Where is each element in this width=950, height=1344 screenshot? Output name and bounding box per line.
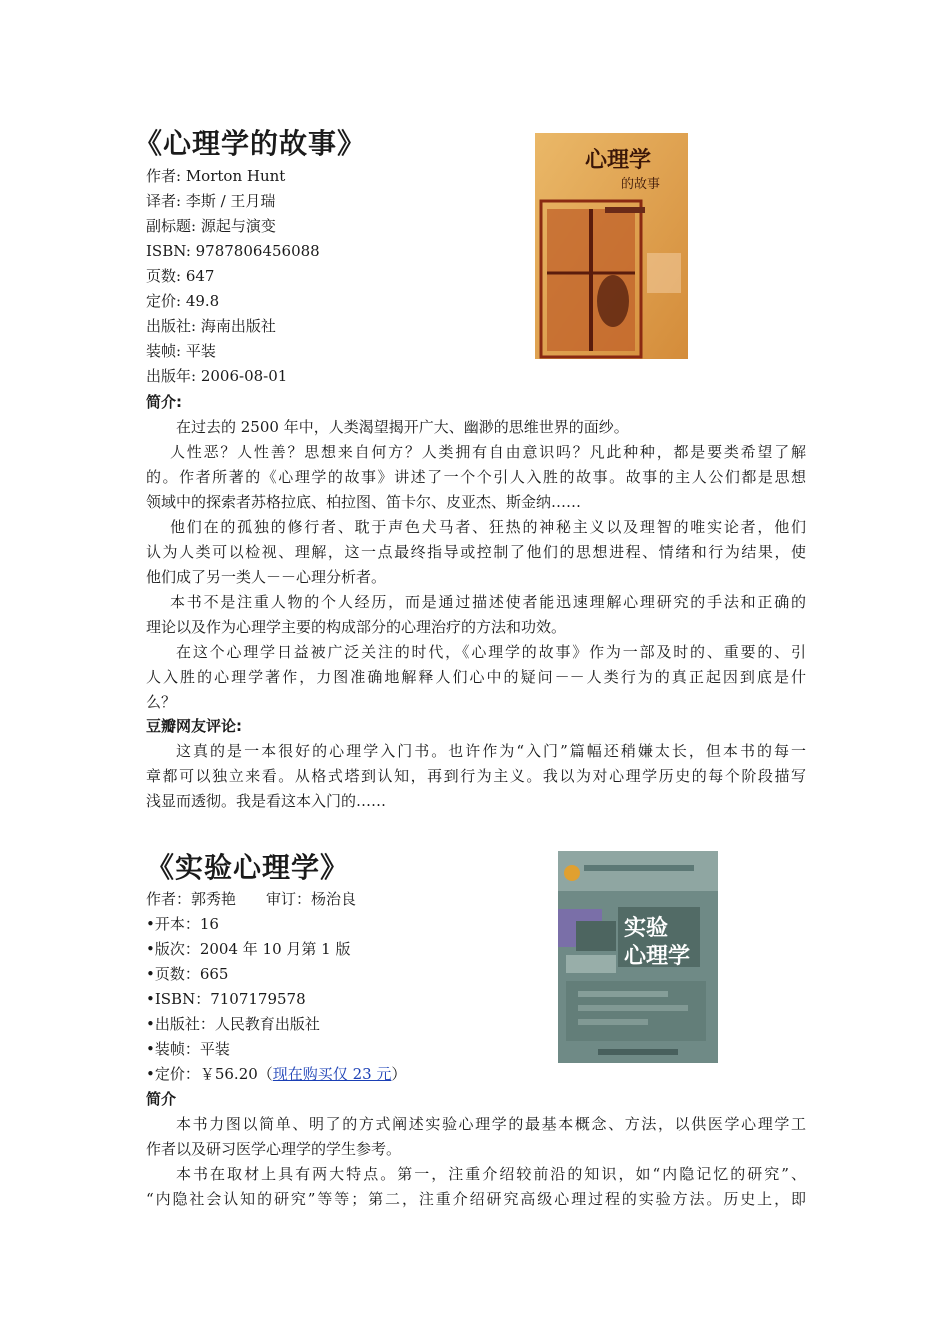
book1-intro-line: 认为人类可以检视、理解，这一点最终指导或控制了他们的思想进程、情绪和行为结果，使 [146, 543, 806, 561]
book2-intro-line: “内隐社会认知的研究”等等；第二，注重介绍研究高级心理过程的实验方法。历史上，即 [146, 1190, 806, 1208]
book2-intro-heading: 简介 [146, 1090, 177, 1108]
book2-intro-line: 作者以及研习医学心理学的学生参考。 [146, 1140, 402, 1158]
book2-author: 作者：郭秀艳 审订：杨治良 [146, 890, 357, 908]
book2-intro-line: 本书力图以简单、明了的方式阐述实验心理学的最基本概念、方法，以供医学心理学工 [176, 1115, 806, 1133]
book1-intro-line: 人入胜的心理学著作，力图准确地解释人们心中的疑问－－人类行为的真正起因到底是什 [146, 668, 806, 686]
book2-price-prefix: •定价：￥56.20（ [146, 1065, 273, 1083]
book1-review-line: 章都可以独立来看。从格式塔到认知，再到行为主义。我以为对心理学历史的每个阶段描写 [146, 767, 806, 785]
book1-pubdate: 出版年: 2006-08-01 [146, 367, 288, 385]
book2-price-suffix: ） [391, 1065, 407, 1083]
book1-binding: 装帧: 平装 [146, 342, 216, 360]
book1-author: 作者: Morton Hunt [146, 167, 286, 185]
book2-binding: •装帧：平装 [146, 1040, 230, 1058]
book2-publisher: •出版社：人民教育出版社 [146, 1015, 320, 1033]
book2-edition: •版次：2004 年 10 月第 1 版 [146, 940, 351, 958]
book1-cover-title: 心理学 [585, 148, 652, 173]
book1-intro-line: 么？ [146, 693, 177, 711]
book1-pages: 页数: 647 [146, 267, 215, 285]
book2-format: •开本：16 [146, 915, 219, 933]
book2-isbn: •ISBN：7107179578 [146, 990, 306, 1008]
book1-intro-line: 的。作者所著的《心理学的故事》讲述了一个个引人入胜的故事。故事的主人公们都是思想 [146, 468, 806, 486]
book1-intro-heading: 简介: [146, 393, 182, 411]
book1-cover-image [535, 133, 688, 359]
book2-title: 《实验心理学》 [146, 851, 350, 884]
book1-intro-line: 在这个心理学日益被广泛关注的时代，《心理学的故事》作为一部及时的、重要的、引 [176, 643, 806, 661]
book2-intro-line: 本书在取材上具有两大特点。第一，注重介绍较前沿的知识，如“内隐记忆的研究”、 [176, 1165, 806, 1183]
book1-title: 《心理学的故事》 [134, 127, 367, 160]
book1-publisher: 出版社: 海南出版社 [146, 317, 276, 335]
book1-intro-line: 理论以及作为心理学主要的构成部分的心理治疗的方法和功效。 [146, 618, 567, 636]
book2-pages: •页数：665 [146, 965, 229, 983]
buy-now-link[interactable]: 现在购买仅 23 元 [272, 1065, 392, 1083]
book1-intro-line: 在过去的 2500 年中，人类渴望揭开广大、幽渺的思维世界的面纱。 [176, 418, 629, 436]
book1-intro-line: 人性恶？人性善？思想来自何方？人类拥有自由意识吗？凡此种种，都是要类希望了解 [170, 443, 806, 461]
book1-subtitle: 副标题: 源起与演变 [146, 217, 276, 235]
book2-cover-image [558, 851, 718, 1063]
book2-cover-title-bottom: 心理学 [624, 944, 691, 969]
book1-intro-line: 他们成了另一类人－－心理分析者。 [146, 568, 387, 586]
book1-review-heading: 豆瓣网友评论: [146, 717, 242, 735]
book1-cover-subtitle: 的故事 [621, 177, 661, 192]
book2-cover-title-top: 实验 [624, 916, 669, 941]
book1-intro-line: 他们在的孤独的修行者、耽于声色犬马者、狂热的神秘主义以及理智的唯实论者，他们 [170, 518, 806, 536]
book1-intro-line: 本书不是注重人物的个人经历，而是通过描述使者能迅速理解心理研究的手法和正确的 [170, 593, 806, 611]
book1-isbn: ISBN: 9787806456088 [146, 242, 320, 260]
book1-intro-line: 领域中的探索者苏格拉底、柏拉图、笛卡尔、皮亚杰、斯金纳…… [146, 493, 582, 511]
book1-review-line: 这真的是一本很好的心理学入门书。也许作为“入门”篇幅还稍嫌太长，但本书的每一 [176, 742, 806, 760]
book1-translator: 译者: 李斯 / 王月瑞 [146, 192, 276, 210]
book2-price [146, 1062, 406, 1086]
book1-price: 定价: 49.8 [146, 292, 220, 310]
book1-review-line: 浅显而透彻。我是看这本入门的…… [146, 792, 387, 810]
